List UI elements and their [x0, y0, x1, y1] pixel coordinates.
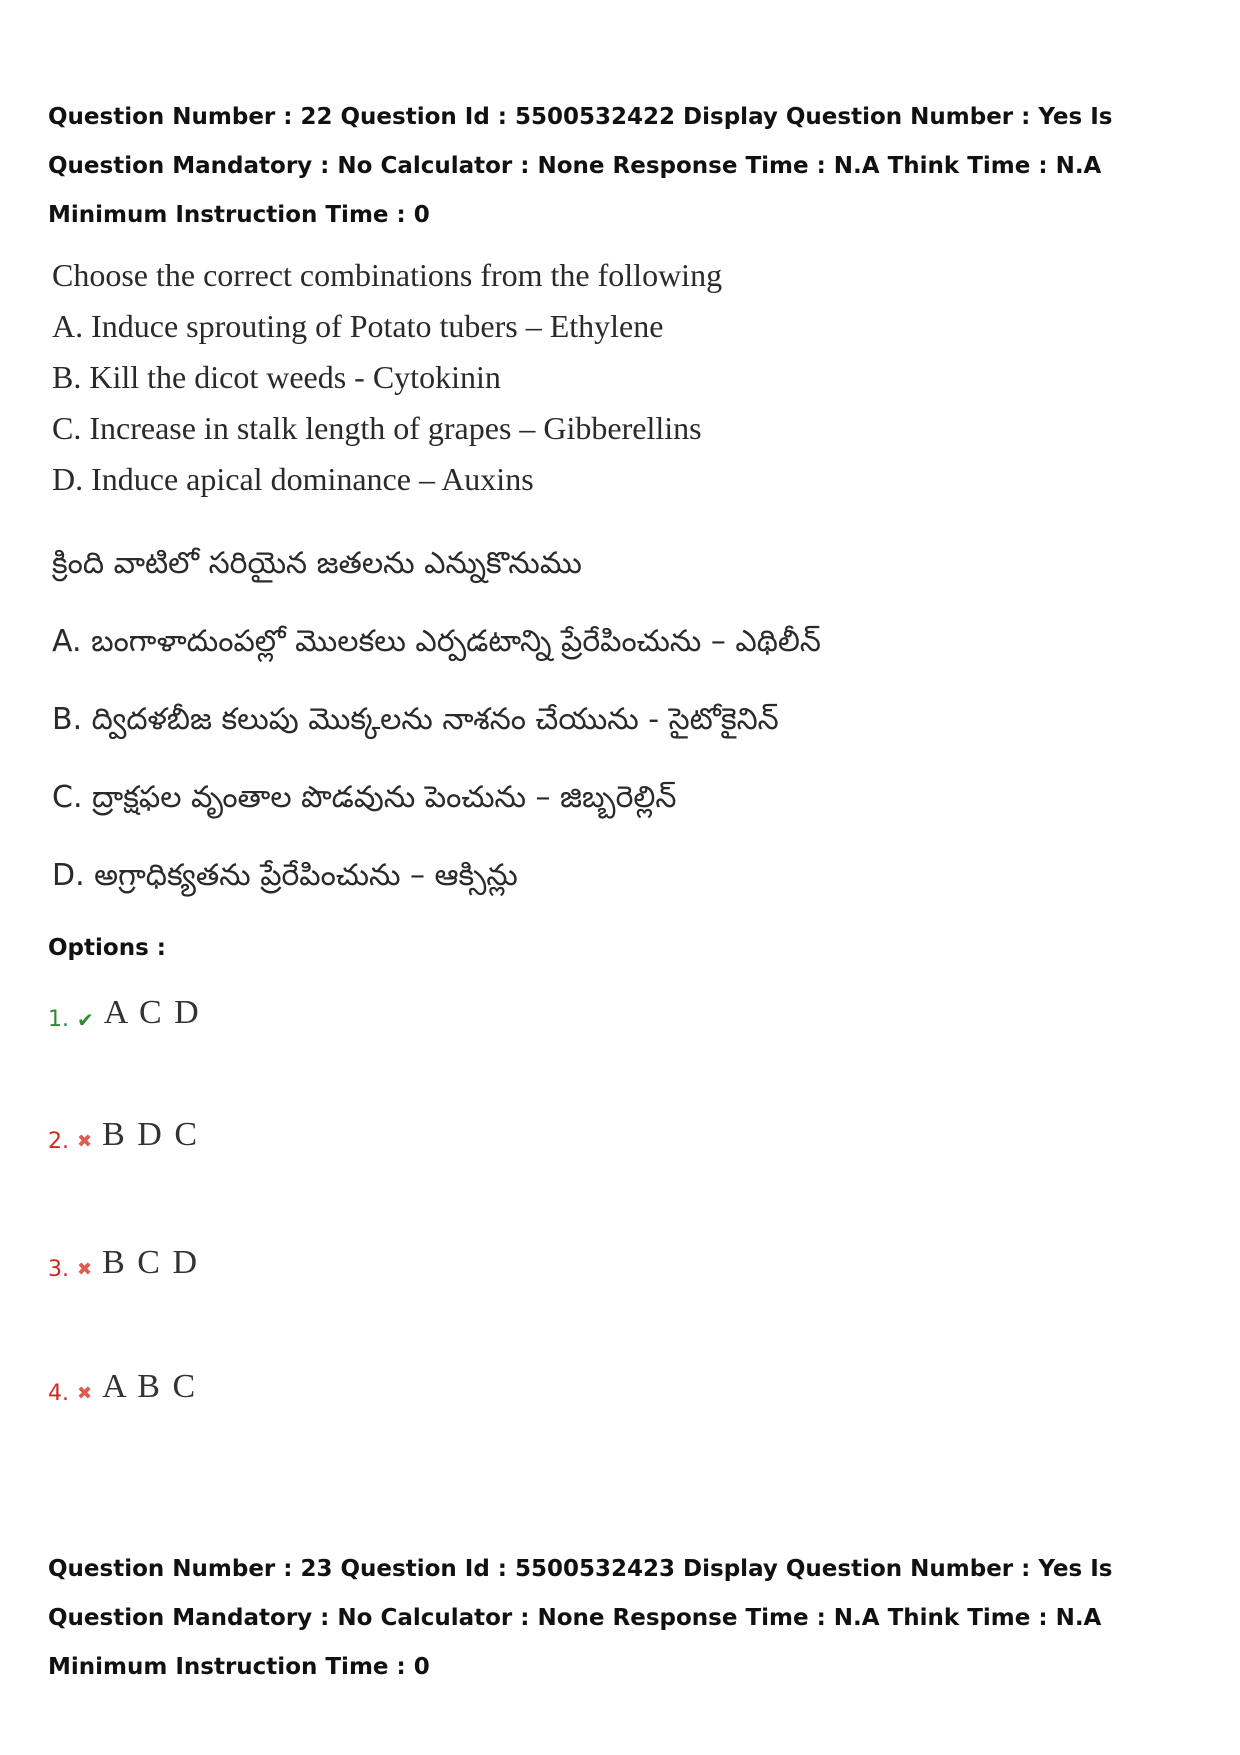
statement-a-telugu: A. బంగాళాదుంపల్లో మొలకలు ఎర్పడటాన్ని ప్రేరేపించును – ఎథిలీన్	[52, 624, 821, 659]
question-22-english	[52, 250, 722, 505]
statement-a-english: A. Induce sprouting of Potato tubers – Ethylene	[52, 308, 664, 344]
option-text: B C D	[102, 1244, 200, 1281]
statement-c-telugu: C. ద్రాక్షఫల వృంతాల పొడవును పెంచును – జిబ్బరెల్లిన్	[52, 780, 677, 815]
check-icon: ✔	[77, 1008, 94, 1032]
option-text: A B C	[102, 1368, 198, 1405]
question-23-meta: Question Number : 23 Question Id : 5500532423 Display Question Number : Yes Is Question Mandatory : No Calculator : None Response Time : N.A Think Time : N.A Minimum Instruction Time : 0	[48, 1556, 1113, 1680]
option-2	[48, 1112, 199, 1156]
question-22-telugu	[52, 538, 821, 928]
question-stem-english: Choose the correct combinations from the following	[52, 257, 723, 293]
option-3	[48, 1240, 199, 1284]
option-number: 3.	[48, 1257, 69, 1282]
option-4	[48, 1364, 197, 1408]
option-number: 1.	[48, 1007, 69, 1032]
statement-b-english: B. Kill the dicot weeds - Cytokinin	[52, 359, 501, 395]
cross-icon: ✖	[77, 1259, 93, 1280]
option-text: B D C	[102, 1116, 200, 1153]
option-number: 4.	[48, 1381, 69, 1406]
statement-c-english: C. Increase in stalk length of grapes – Gibberellins	[52, 410, 702, 446]
option-1	[48, 990, 201, 1034]
question-22-meta: Question Number : 22 Question Id : 5500532422 Display Question Number : Yes Is Question Mandatory : No Calculator : None Response Time : N.A Think Time : N.A Minimum Instruction Time : 0	[48, 104, 1113, 228]
statement-d-english: D. Induce apical dominance – Auxins	[52, 461, 534, 497]
cross-icon: ✖	[77, 1131, 93, 1152]
statement-d-telugu: D. అగ్రాధిక్యతను ప్రేరేపించును – ఆక్సిన్లు	[52, 858, 518, 893]
options-label: Options :	[48, 935, 166, 961]
cross-icon: ✖	[77, 1383, 93, 1404]
option-number: 2.	[48, 1129, 69, 1154]
question-stem-telugu: క్రింది వాటిలో సరియైన జతలను ఎన్నుకొనుము	[52, 546, 582, 581]
statement-b-telugu: B. ద్విదళబీజ కలుపు మొక్కలను నాశనం చేయును - సైటోకైనిన్	[52, 702, 779, 737]
option-text: A C D	[103, 994, 201, 1031]
